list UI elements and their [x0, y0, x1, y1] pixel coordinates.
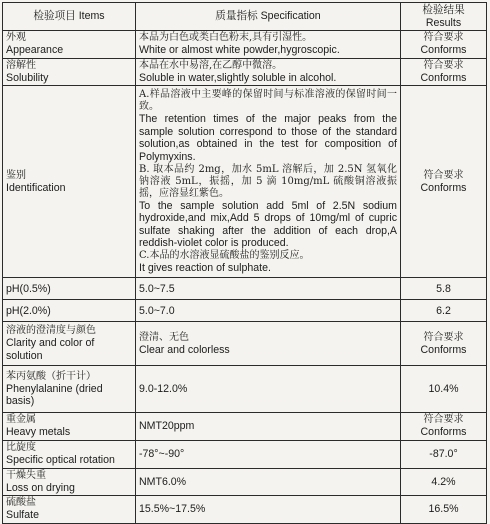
spec-paragraph-c-zh: C.本品的水溶液显硫酸盐的鉴别反应。: [139, 249, 310, 261]
result-cell: -87.0°: [401, 440, 487, 468]
item-cell: pH(0.5%): [3, 278, 136, 300]
spec-cell: 15.5%~17.5%: [136, 496, 401, 524]
spec-en: Soluble in water,slightly soluble in alcohol.: [139, 71, 337, 84]
item-cell: [3, 366, 136, 413]
item-zh: 溶液的澄清度与颜色: [6, 325, 96, 337]
item-en: Clarity and color of solution: [6, 337, 95, 362]
item-en: Phenylalanine (dried basis): [6, 382, 103, 408]
item-zh: 鉴别: [6, 169, 26, 181]
item-cell: [3, 413, 136, 441]
item-zh: 溶解性: [6, 59, 36, 71]
result-zh: 符合要求: [423, 169, 464, 181]
result-en: Conforms: [420, 44, 467, 57]
item-cell: [3, 440, 136, 468]
table-row-sulfate: [3, 496, 487, 524]
result-cell: 4.2%: [401, 468, 487, 496]
result-zh: 符合要求: [423, 32, 464, 44]
result-cell: 6.2: [401, 300, 487, 322]
spec-en: White or almost white powder,hygroscopic.: [139, 44, 340, 57]
item-en: Specific optical rotation: [6, 453, 115, 466]
spec-cell: 5.0~7.5: [136, 278, 401, 300]
spec-cell: 9.0-12.0%: [136, 366, 401, 413]
spec-cell: [136, 31, 401, 59]
spec-cell: -78°~-90°: [136, 440, 401, 468]
spec-en: Clear and colorless: [139, 343, 230, 356]
result-en: Conforms: [420, 343, 467, 356]
table-row-clarity: [3, 322, 487, 366]
spec-zh: 本品为白色或类白色粉末,具有引湿性。: [139, 32, 313, 44]
item-en: Sulfate: [6, 509, 39, 522]
result-cell: [401, 413, 487, 441]
result-en: Conforms: [420, 426, 467, 439]
table-row-phenylalanine: [3, 366, 487, 413]
item-en: Appearance: [6, 44, 64, 57]
spec-cell: [136, 58, 401, 86]
item-zh: 重金属: [6, 414, 36, 426]
result-cell: [401, 31, 487, 59]
item-zh: 硫酸盐: [6, 497, 36, 509]
spec-zh: 本品在水中易溶,在乙醇中微溶。: [139, 59, 283, 71]
result-cell: [401, 322, 487, 366]
item-cell: [3, 58, 136, 86]
header-results: 检验结果 Results: [401, 3, 487, 31]
header-specification: 质量指标 Specification: [136, 3, 401, 31]
table-row-identification: [3, 86, 487, 278]
spec-paragraph-c-en: It gives reaction of sulphate.: [139, 261, 271, 274]
item-cell: [3, 31, 136, 59]
spec-paragraph-a-zh: A.样品溶液中主要峰的保留时间与标准溶液的保留时间一致。: [139, 89, 397, 113]
specification-table: [2, 2, 487, 524]
spec-cell: NMT20ppm: [136, 413, 401, 441]
result-zh: 符合要求: [423, 414, 464, 426]
item-en: Identification: [6, 181, 66, 194]
table-row-ph-2-0: [3, 300, 487, 322]
spec-cell: [136, 86, 401, 278]
item-cell: pH(2.0%): [3, 300, 136, 322]
result-zh: 符合要求: [423, 331, 464, 343]
header-items: 检验项目 Items: [3, 3, 136, 31]
result-en: Conforms: [420, 71, 467, 84]
spec-cell: [136, 322, 401, 366]
item-zh: 干燥失重: [6, 469, 46, 481]
item-zh: 比旋度: [6, 441, 36, 453]
result-cell: 10.4%: [401, 366, 487, 413]
result-zh: 符合要求: [423, 59, 464, 71]
item-en: Solubility: [6, 71, 49, 84]
table-row-solubility: [3, 58, 487, 86]
spec-zh: 澄清、无色: [139, 331, 189, 343]
item-zh: 苯丙氨酸（折干计）: [6, 370, 96, 382]
result-cell: [401, 86, 487, 278]
spec-paragraph-a-en: The retention times of the major peaks from the sample solution correspond to those of the standard solution,as obtained in the test for composition of Polymyxins.: [139, 113, 397, 163]
item-en: Heavy metals: [6, 426, 71, 439]
table-row-optical-rotation: [3, 440, 487, 468]
table-row-heavy-metals: [3, 413, 487, 441]
result-cell: 16.5%: [401, 496, 487, 524]
result-cell: [401, 58, 487, 86]
spec-paragraph-b-en: To the sample solution add 5ml of 2.5N sodium hydroxide,and mix,Add 5 drops of 10mg/ml of cupric sulfate shaking after the addition of each drop,A reddish-violet color is produced.: [139, 199, 397, 250]
item-en: Loss on drying: [6, 481, 75, 494]
item-cell: [3, 468, 136, 496]
table-row-ph-0-5: [3, 278, 487, 300]
spec-cell: NMT6.0%: [136, 468, 401, 496]
table-row-appearance: [3, 31, 487, 59]
table-row-loss-on-drying: [3, 468, 487, 496]
result-cell: 5.8: [401, 278, 487, 300]
spec-paragraph-b-zh: B. 取本品约 2mg，加水 5mL 溶解后，加 2.5N 氢氧化钠溶液 5mL，振摇，加 5 滴 10mg/mL 硫酸铜溶液振摇，应溶显红紫色。: [139, 163, 397, 199]
item-cell: [3, 86, 136, 278]
spec-cell: 5.0~7.0: [136, 300, 401, 322]
item-cell: [3, 496, 136, 524]
item-cell: [3, 322, 136, 366]
result-en: Conforms: [420, 181, 467, 194]
table-header-row: [3, 3, 487, 31]
item-zh: 外观: [6, 32, 26, 44]
